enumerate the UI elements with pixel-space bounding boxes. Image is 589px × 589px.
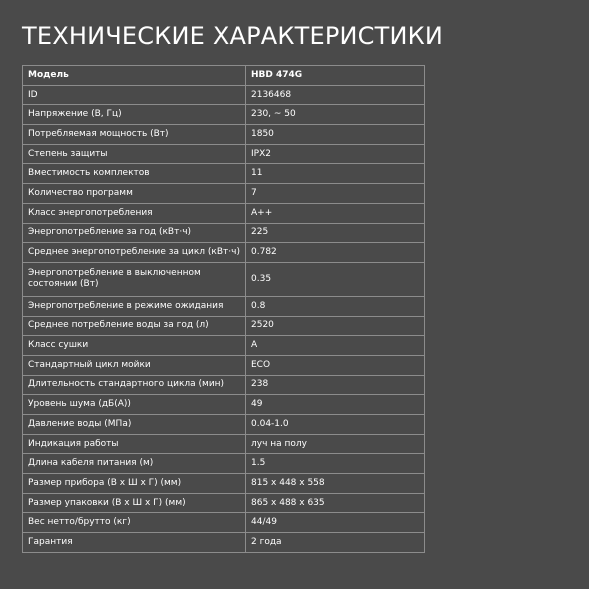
row-value: 2520 [246, 316, 425, 336]
row-value: IPX2 [246, 144, 425, 164]
row-label: Энергопотребление в режиме ожидания [23, 296, 246, 316]
table-row [23, 243, 425, 263]
table-row [23, 223, 425, 243]
table-row [23, 105, 425, 125]
table-row [23, 415, 425, 435]
row-label: Гарантия [23, 533, 246, 553]
table-row [23, 203, 425, 223]
row-label: Среднее энергопотребление за цикл (кВт·ч) [23, 243, 246, 263]
row-label: Энергопотребление в выключенном состоянии (Вт) [23, 262, 246, 296]
table-row [23, 336, 425, 356]
table-row [23, 434, 425, 454]
table-row [23, 375, 425, 395]
header-label-cell: Модель [23, 66, 246, 86]
row-label: Класс энергопотребления [23, 203, 246, 223]
table-row [23, 395, 425, 415]
row-value: 0.8 [246, 296, 425, 316]
row-label: Вместимость комплектов [23, 164, 246, 184]
table-header-row [23, 66, 425, 86]
row-value: 2136468 [246, 85, 425, 105]
row-value: 1.5 [246, 454, 425, 474]
row-value: 238 [246, 375, 425, 395]
table-row [23, 533, 425, 553]
row-label: Энергопотребление за год (кВт·ч) [23, 223, 246, 243]
table-row [23, 144, 425, 164]
table-row [23, 355, 425, 375]
row-label: Количество программ [23, 184, 246, 204]
row-value: 865 x 488 x 635 [246, 493, 425, 513]
table-row [23, 164, 425, 184]
table-row [23, 316, 425, 336]
row-label: Вес нетто/брутто (кг) [23, 513, 246, 533]
page-title: ТЕХНИЧЕСКИЕ ХАРАКТЕРИСТИКИ [22, 22, 444, 50]
table-row [23, 85, 425, 105]
row-value: 11 [246, 164, 425, 184]
row-value: A [246, 336, 425, 356]
table-row [23, 513, 425, 533]
row-label: Потребляемая мощность (Вт) [23, 125, 246, 145]
row-label: Длина кабеля питания (м) [23, 454, 246, 474]
row-label: Степень защиты [23, 144, 246, 164]
spec-table [22, 65, 425, 553]
row-value: 1850 [246, 125, 425, 145]
table-row [23, 262, 425, 296]
row-value: 7 [246, 184, 425, 204]
row-value: 815 x 448 x 558 [246, 474, 425, 494]
row-label: ID [23, 85, 246, 105]
row-label: Уровень шума (дБ(А)) [23, 395, 246, 415]
table-row [23, 493, 425, 513]
row-value: 0.782 [246, 243, 425, 263]
row-value: ECO [246, 355, 425, 375]
table-row [23, 125, 425, 145]
row-value: 225 [246, 223, 425, 243]
row-value: 0.04-1.0 [246, 415, 425, 435]
row-value: 0.35 [246, 262, 425, 296]
row-value: 2 года [246, 533, 425, 553]
header-value-cell: HBD 474G [246, 66, 425, 86]
row-value: 44/49 [246, 513, 425, 533]
row-label: Стандартный цикл мойки [23, 355, 246, 375]
row-value: A++ [246, 203, 425, 223]
row-value: 49 [246, 395, 425, 415]
row-label: Размер прибора (В х Ш х Г) (мм) [23, 474, 246, 494]
row-label: Напряжение (В, Гц) [23, 105, 246, 125]
row-label: Среднее потребление воды за год (л) [23, 316, 246, 336]
table-row [23, 184, 425, 204]
row-label: Давление воды (МПа) [23, 415, 246, 435]
row-label: Размер упаковки (В х Ш х Г) (мм) [23, 493, 246, 513]
table-row [23, 296, 425, 316]
spec-table-body [23, 66, 425, 553]
row-label: Длительность стандартного цикла (мин) [23, 375, 246, 395]
row-value: 230, ~ 50 [246, 105, 425, 125]
row-value: луч на полу [246, 434, 425, 454]
table-row [23, 454, 425, 474]
row-label: Класс сушки [23, 336, 246, 356]
row-label: Индикация работы [23, 434, 246, 454]
table-row [23, 474, 425, 494]
